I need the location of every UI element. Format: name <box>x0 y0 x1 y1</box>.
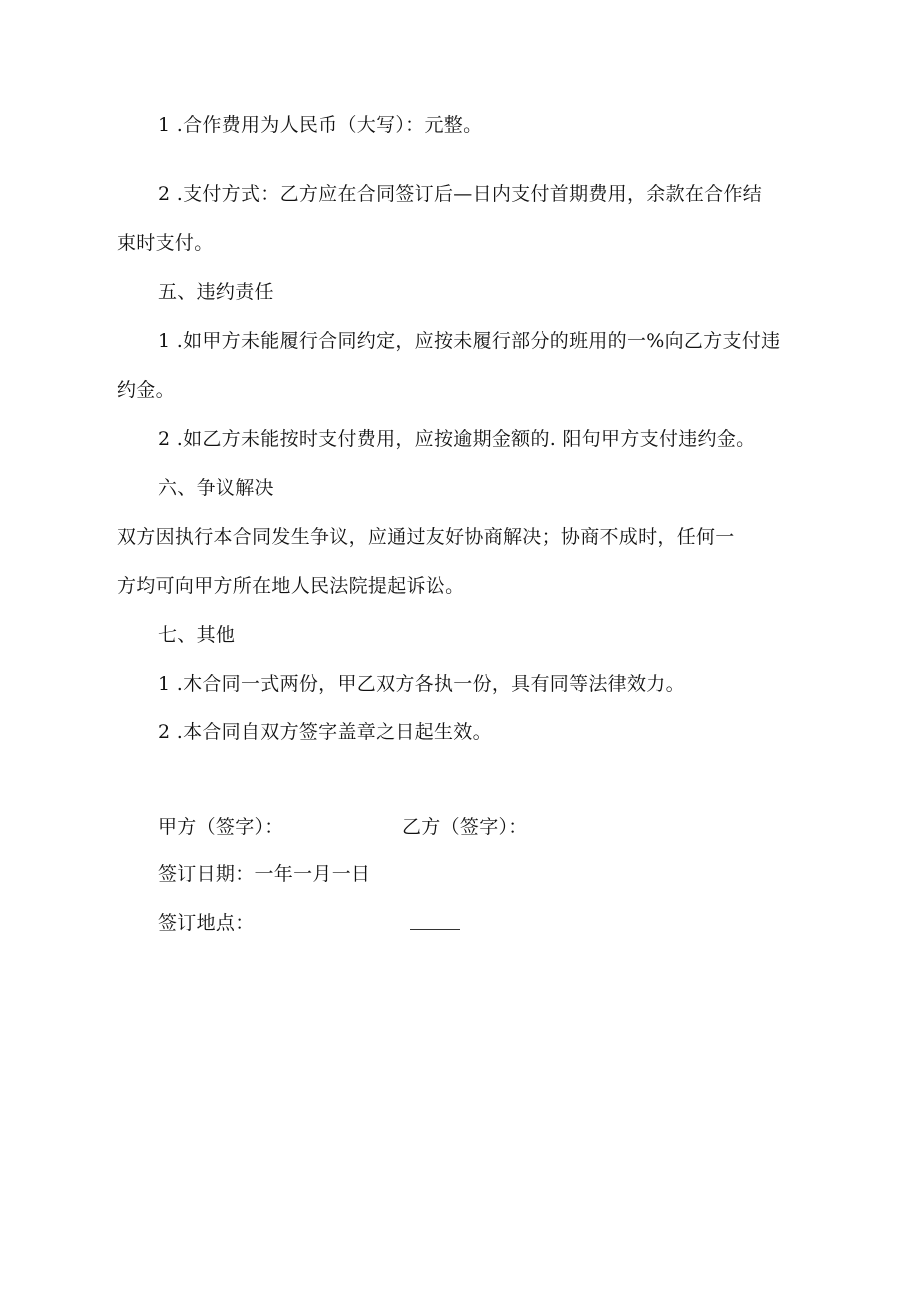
other-item-1: 1 .木合同一式两份，甲乙双方各执一份，具有同等法律效力。 <box>158 673 685 695</box>
breach-item-1-line-1: 1 .如甲方未能履行合同约定，应按未履行部分的班用的一%向乙方支付违 <box>158 330 781 352</box>
signing-place: 签订地点： <box>158 912 255 934</box>
payment-item-2-line-2: 束时支付。 <box>117 232 214 254</box>
party-b-signature: 乙方（签字）： <box>402 816 528 838</box>
payment-item-1: 1 .合作费用为人民币（大写）：元整。 <box>158 114 483 136</box>
other-item-2: 2 .本合同自双方签字盖章之日起生效。 <box>158 721 492 743</box>
other-heading: 七、其他 <box>158 624 236 646</box>
dispute-text-line-2: 方均可向甲方所在地人民法院提起诉讼。 <box>117 575 465 597</box>
breach-item-1-line-2: 约金。 <box>117 379 175 401</box>
signing-date: 签订日期：一年一月一日 <box>158 863 371 885</box>
dispute-text-line-1: 双方因执行本合同发生争议，应通过友好协商解决；协商不成时，任何一 <box>117 526 735 548</box>
signing-place-blank-line <box>410 929 460 930</box>
party-a-signature: 甲方（签字）： <box>158 816 284 838</box>
breach-heading: 五、违约责任 <box>158 281 274 303</box>
dispute-heading: 六、争议解决 <box>158 477 274 499</box>
payment-item-2-line-1: 2 .支付方式：乙方应在合同签订后—日内支付首期费用，余款在合作结 <box>158 183 763 205</box>
breach-item-2: 2 .如乙方未能按时支付费用，应按逾期金额的. 阳句甲方支付违约金。 <box>158 428 756 450</box>
